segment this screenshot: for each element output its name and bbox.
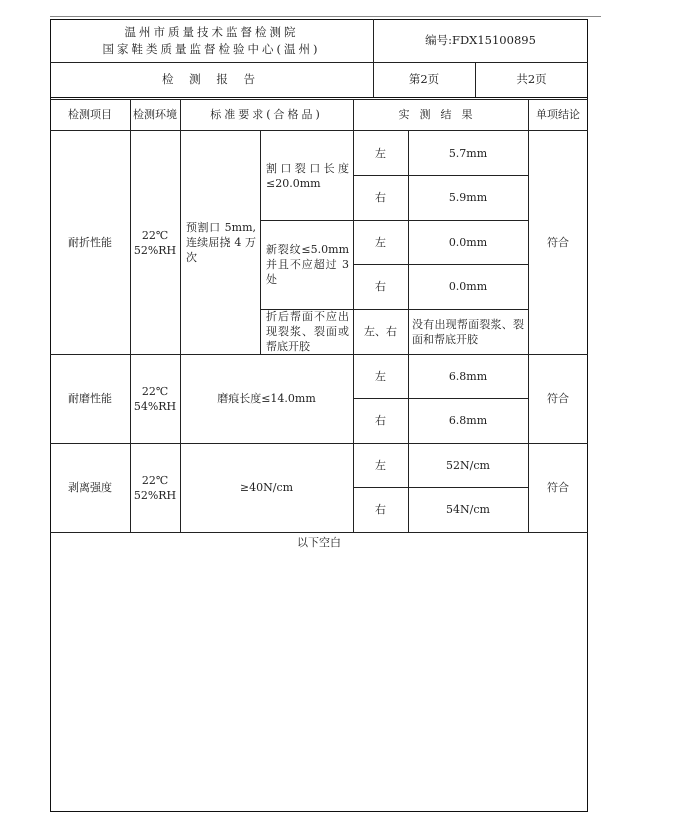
rule-v	[528, 99, 529, 532]
result-side: 左	[375, 369, 386, 383]
row-conclusion-peel: 符合	[547, 481, 569, 494]
page-number: 第2页	[408, 72, 440, 86]
rule-h	[260, 220, 528, 221]
report-title: 检 测 报 告	[162, 72, 261, 86]
rule-v	[408, 130, 409, 532]
rule-h	[50, 97, 588, 98]
env-temp: 22℃	[141, 228, 169, 242]
top-rule	[50, 16, 601, 17]
col-header-conclusion: 单项结论	[536, 108, 580, 121]
rule-v	[373, 19, 374, 97]
rule-h	[353, 398, 528, 399]
result-value: 6.8mm	[448, 414, 488, 427]
result-side: 左	[375, 146, 386, 160]
rule-h	[260, 309, 528, 310]
result-side: 左	[375, 458, 386, 472]
result-side: 右	[375, 414, 386, 427]
col-header-item: 检测项目	[68, 108, 112, 121]
result-value: 没有出现帮面裂浆、裂面和帮底开胶	[412, 317, 524, 346]
row-conclusion-abrasion: 符合	[547, 392, 569, 405]
flex-req-new-crack: 新裂纹≤5.0mm 并且不应超过 3 处	[266, 243, 349, 286]
result-value: 0.0mm	[448, 280, 488, 293]
env-temp: 22℃	[141, 473, 169, 487]
env-humidity: 52%RH	[133, 243, 177, 257]
result-value: 52N/cm	[446, 458, 490, 472]
report-number: 编号:FDX15100895	[425, 33, 536, 47]
result-value: 5.7mm	[448, 146, 488, 160]
result-value: 54N/cm	[446, 503, 490, 516]
rule-h	[353, 487, 528, 488]
rule-v	[475, 62, 476, 97]
rule-v	[180, 99, 181, 532]
flex-req-no-crack: 折后帮面不应出现裂浆、裂面或帮底开胶	[266, 310, 349, 353]
row-item-abrasion: 耐磨性能	[68, 392, 112, 405]
org-name-line1: 温州市质量技术监督检测院	[124, 24, 299, 39]
rule-h	[353, 264, 528, 265]
col-header-result: 实测结果	[398, 108, 483, 121]
result-side: 右	[375, 503, 386, 516]
result-value: 0.0mm	[448, 235, 488, 249]
total-pages: 共2页	[516, 72, 547, 86]
row-env-flex	[130, 131, 180, 354]
row-item-flex: 耐折性能	[68, 236, 112, 249]
col-header-standard: 标准要求(合格品)	[210, 108, 323, 121]
peel-standard: ≥40N/cm	[239, 481, 294, 494]
row-env-peel	[130, 443, 180, 532]
env-humidity: 52%RH	[133, 488, 177, 502]
result-side: 左、右	[364, 325, 397, 338]
row-item-peel: 剥离强度	[68, 481, 112, 494]
rule-h	[50, 532, 588, 533]
rule-v	[260, 130, 261, 354]
result-side: 右	[375, 191, 386, 204]
rule-v	[130, 99, 131, 532]
rule-v	[353, 99, 354, 532]
result-value: 5.9mm	[448, 191, 488, 204]
row-conclusion-flex: 符合	[547, 236, 569, 249]
rule-h	[353, 175, 528, 176]
abrasion-standard: 磨痕长度≤14.0mm	[217, 392, 316, 405]
blank-below-note: 以下空白	[297, 535, 341, 549]
rule-h	[50, 62, 588, 63]
env-humidity: 54%RH	[133, 399, 177, 413]
flex-standard: 预割口 5mm,连续屈挠 4 万次	[186, 221, 256, 264]
flex-req-cut-length: 割口裂口长度≤20.0mm	[266, 161, 349, 190]
result-value: 6.8mm	[448, 369, 488, 383]
result-side: 左	[375, 235, 386, 249]
env-temp: 22℃	[141, 384, 169, 398]
row-env-abrasion	[130, 354, 180, 443]
col-header-env: 检测环境	[133, 108, 177, 121]
org-name-line2: 国家鞋类质量监督检验中心(温州)	[102, 41, 321, 56]
result-side: 右	[375, 280, 386, 293]
